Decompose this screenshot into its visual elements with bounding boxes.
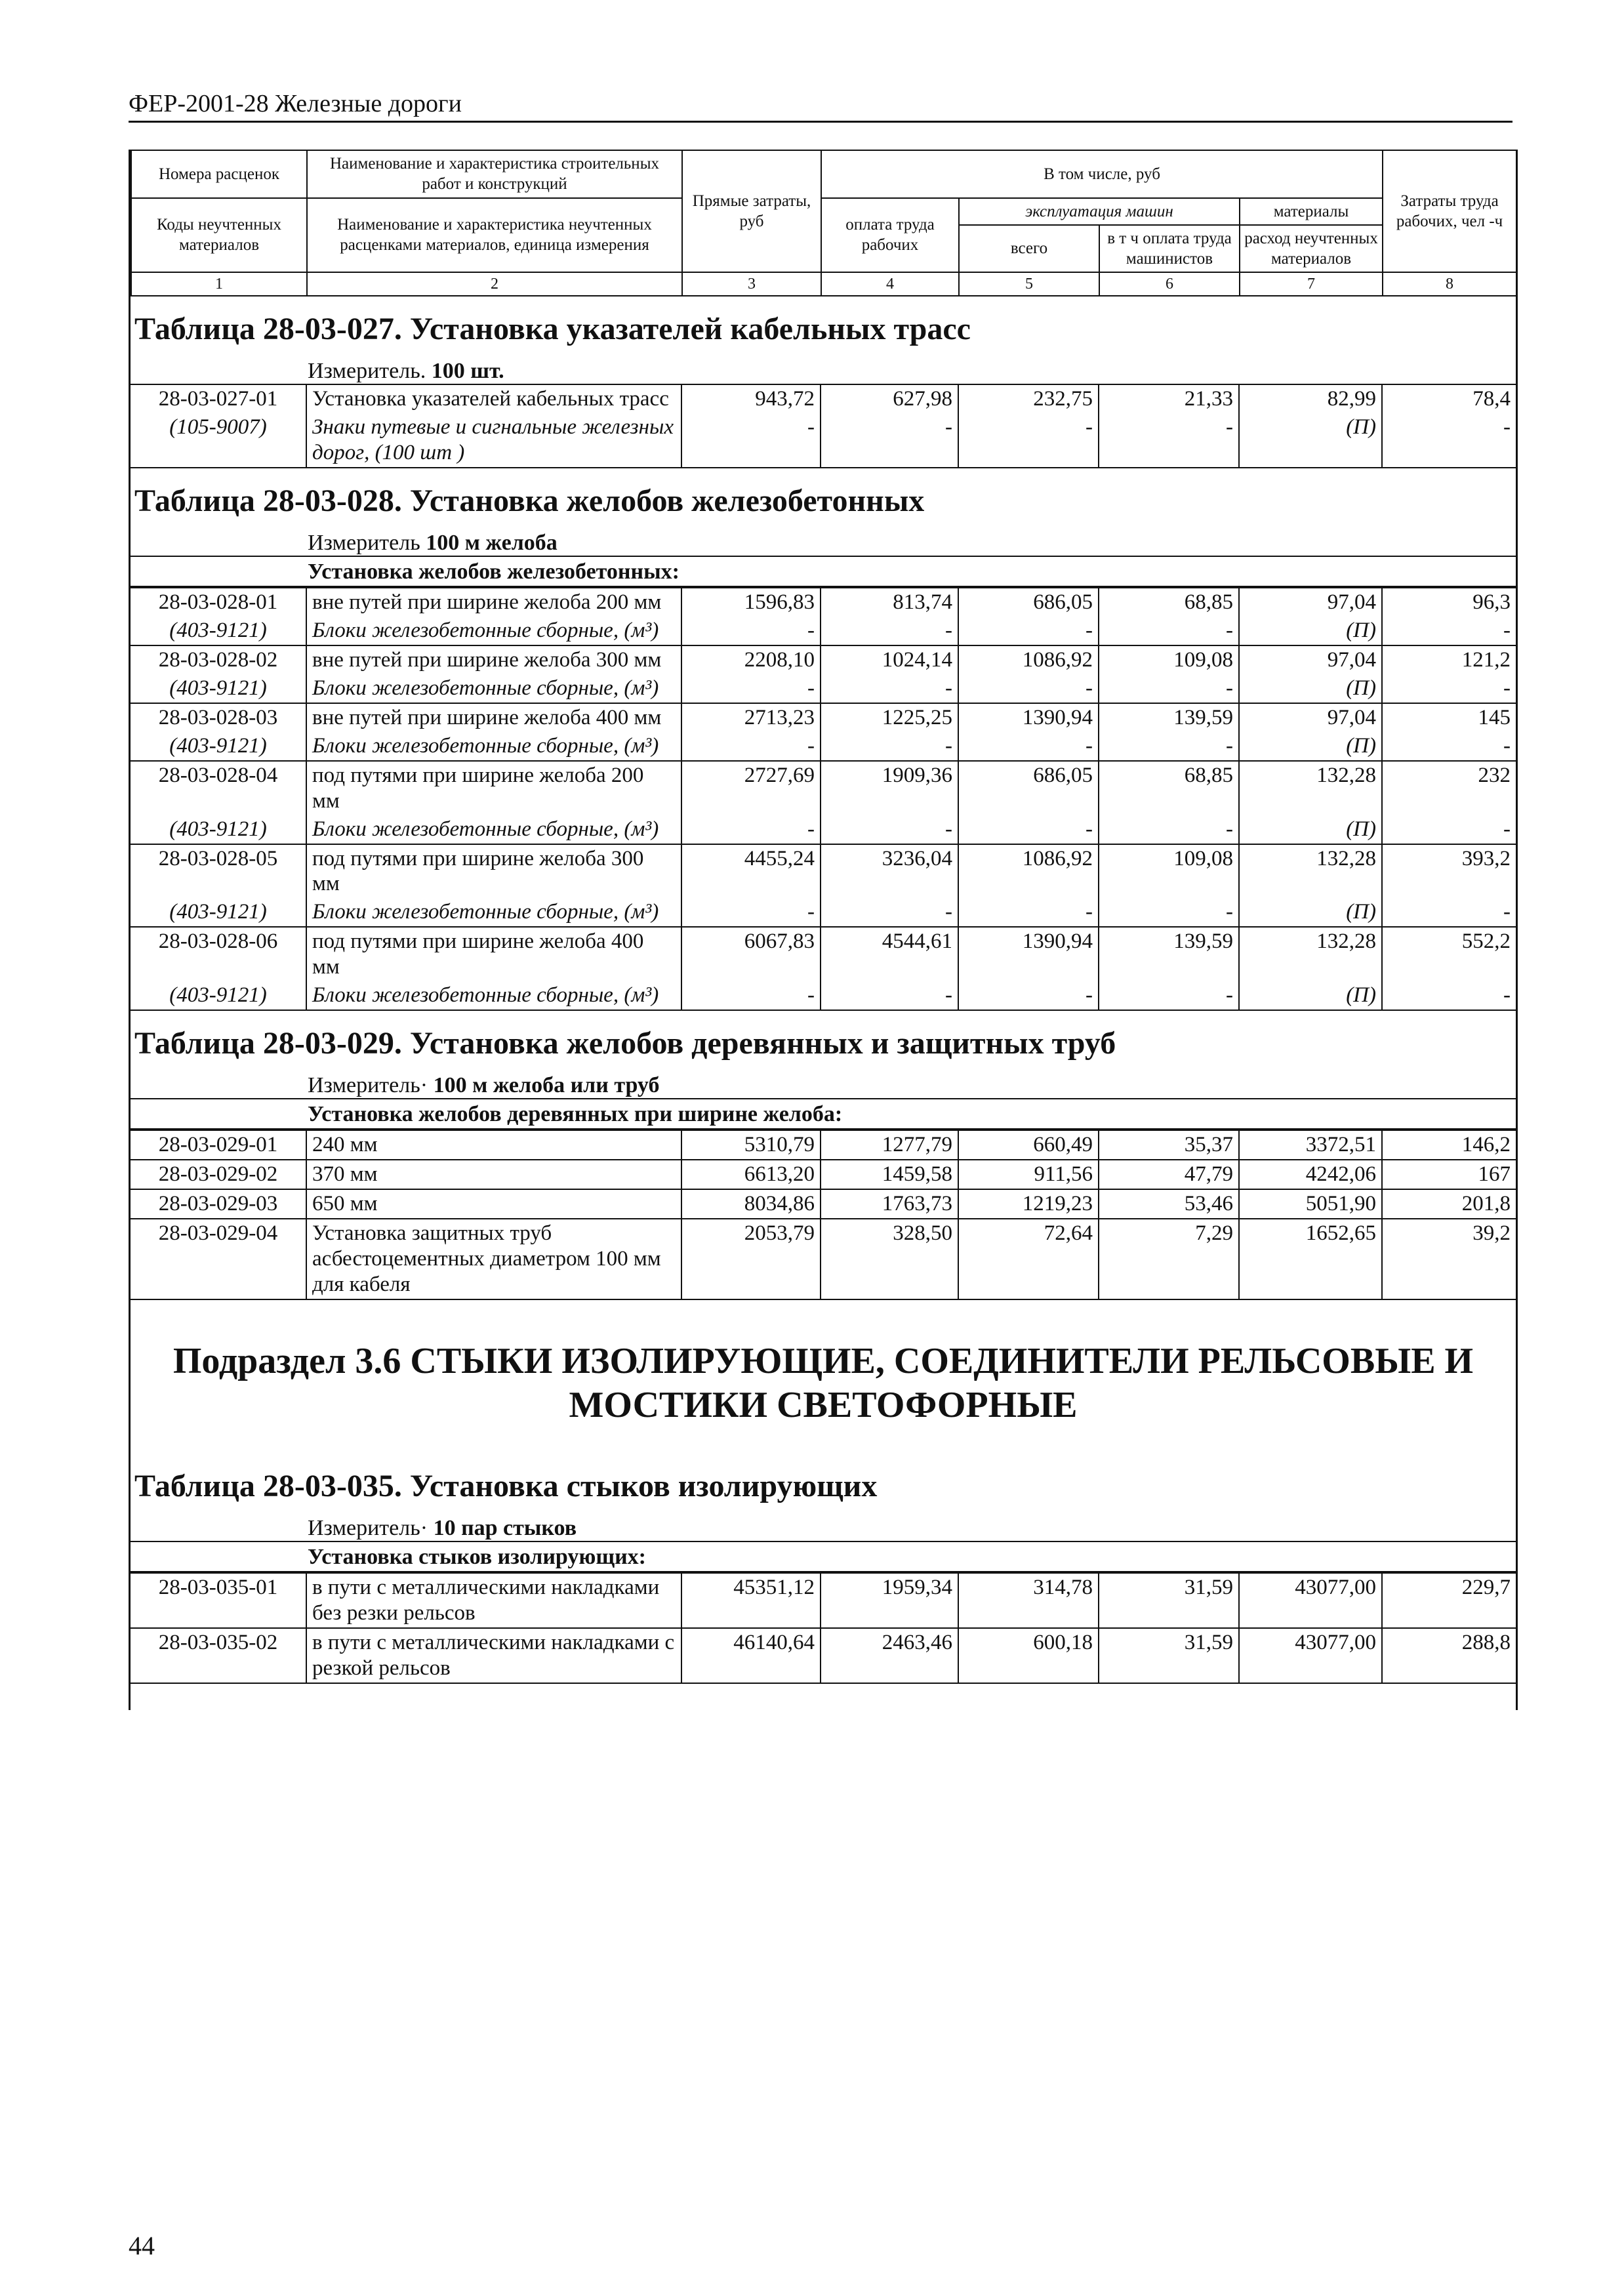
machinist-wages: 35,37 (1099, 1130, 1239, 1160)
machines-total: 686,05 (958, 761, 1099, 815)
rate-row (131, 384, 1516, 413)
rate-row (131, 1130, 1516, 1160)
direct-costs: 1596,83 (681, 588, 821, 617)
machines-total: 1086,92 (958, 645, 1099, 674)
table-subheader: Установка желобов железобетонных: (131, 556, 1516, 587)
unit-value: 100 м желоба (426, 531, 558, 556)
page-number: 44 (129, 2231, 155, 2260)
machines-total: 1219,23 (958, 1189, 1099, 1219)
materials-cost: (П) (1239, 413, 1382, 468)
rate-code: (403-9121) (169, 817, 267, 841)
materials-cost: (П) (1239, 674, 1382, 703)
table-title: Таблица 28-03-035. Установка стыков изолирующих (134, 1469, 878, 1504)
rate-row (131, 703, 1516, 732)
materials-cost: 132,28 (1239, 844, 1382, 899)
work-name: Блоки железобетонные сборные, (м³) (306, 981, 681, 1010)
col-machines-header: эксплуатация машин (959, 198, 1240, 225)
rate-code: (403-9121) (169, 619, 267, 642)
machines-total: 1086,92 (958, 844, 1099, 899)
machines-total: 686,05 (958, 588, 1099, 617)
materials-cost: 82,99 (1239, 384, 1382, 413)
material-row (131, 413, 1516, 468)
rates-table (131, 1130, 1516, 1300)
machines-total: - (958, 898, 1099, 927)
direct-costs: - (681, 732, 821, 761)
rate-code: 28-03-029-01 (131, 1130, 306, 1160)
labor-hours: 167 (1382, 1160, 1516, 1189)
direct-costs: - (681, 674, 821, 703)
worker-wages: 2463,46 (821, 1628, 958, 1683)
direct-costs: 2208,10 (681, 645, 821, 674)
machines-total: 314,78 (958, 1573, 1099, 1628)
machinist-wages: - (1099, 898, 1239, 927)
direct-costs: 2727,69 (681, 761, 821, 815)
rate-row (131, 1573, 1516, 1628)
direct-costs: - (681, 617, 821, 645)
col-materials-header: материалы (1240, 198, 1383, 225)
unit-label: Измеритель. (308, 359, 426, 384)
work-name: в пути с металлическими накладками без резки рельсов (306, 1573, 681, 1628)
direct-costs: 2713,23 (681, 703, 821, 732)
machinist-wages: - (1099, 674, 1239, 703)
unit-line (131, 1504, 1516, 1541)
rate-row (131, 761, 1516, 815)
direct-costs: 45351,12 (681, 1573, 821, 1628)
materials-cost: 97,04 (1239, 588, 1382, 617)
work-name: в пути с металлическими накладками с резкой рельсов (306, 1628, 681, 1683)
rate-code: 28-03-028-01 (131, 588, 306, 617)
direct-costs: 46140,64 (681, 1628, 821, 1683)
direct-costs: - (681, 815, 821, 844)
work-name: под путями при ширине желоба 400 мм (306, 927, 681, 981)
material-row (131, 815, 1516, 844)
machinist-wages: - (1099, 617, 1239, 645)
materials-cost: 97,04 (1239, 703, 1382, 732)
unit-label: Измеритель· (308, 1073, 428, 1098)
col-code-header: Номера расценок (131, 150, 307, 198)
rate-row (131, 1160, 1516, 1189)
direct-costs: 2053,79 (681, 1219, 821, 1299)
direct-costs: 4455,24 (681, 844, 821, 899)
labor-hours: - (1382, 815, 1516, 844)
materials-cost: 43077,00 (1239, 1573, 1382, 1628)
page-header: ФЕР-2001-28 Железные дороги (129, 89, 1512, 123)
col-number: 3 (682, 272, 821, 296)
table-title: Таблица 28-03-028. Установка желобов железобетонных (134, 483, 925, 519)
machinist-wages: 31,59 (1099, 1628, 1239, 1683)
labor-hours: - (1382, 674, 1516, 703)
rate-row (131, 645, 1516, 674)
machines-total: 600,18 (958, 1628, 1099, 1683)
rates-table (131, 1572, 1516, 1684)
unit-label: Измеритель· (308, 1516, 428, 1541)
col-number: 5 (959, 272, 1099, 296)
materials-cost: 132,28 (1239, 761, 1382, 815)
labor-hours: - (1382, 898, 1516, 927)
rate-code: 28-03-029-04 (131, 1219, 306, 1299)
direct-costs: 943,72 (681, 384, 821, 413)
price-sheet (129, 150, 1518, 1710)
col-name-header: Наименование и характеристика строительных работ и конструкций (307, 150, 682, 198)
worker-wages: 1763,73 (821, 1189, 958, 1219)
rate-row (131, 927, 1516, 981)
unit-line (131, 1061, 1516, 1098)
machinist-wages: - (1099, 413, 1239, 468)
rate-code: 28-03-035-02 (131, 1628, 306, 1683)
col-number: 8 (1383, 272, 1516, 296)
materials-cost: 5051,90 (1239, 1189, 1382, 1219)
materials-cost: 1652,65 (1239, 1219, 1382, 1299)
machinist-wages: - (1099, 815, 1239, 844)
direct-costs: 6613,20 (681, 1160, 821, 1189)
col-number: 4 (821, 272, 959, 296)
direct-costs: - (681, 413, 821, 468)
materials-cost: (П) (1239, 732, 1382, 761)
machines-total: - (958, 413, 1099, 468)
work-name: Блоки железобетонные сборные, (м³) (306, 732, 681, 761)
worker-wages: - (821, 413, 958, 468)
work-name: Установка защитных труб асбестоцементных диаметром 100 мм для кабеля (306, 1219, 681, 1299)
rate-row (131, 588, 1516, 617)
col-machinist-wages: в т ч оплата труда машинистов (1099, 225, 1240, 273)
machines-total: 660,49 (958, 1130, 1099, 1160)
worker-wages: - (821, 732, 958, 761)
labor-hours: 96,3 (1382, 588, 1516, 617)
machinist-wages: 53,46 (1099, 1189, 1239, 1219)
work-name: вне путей при ширине желоба 200 мм (306, 588, 681, 617)
materials-cost: 43077,00 (1239, 1628, 1382, 1683)
material-row (131, 981, 1516, 1010)
machines-total: 72,64 (958, 1219, 1099, 1299)
labor-hours: - (1382, 981, 1516, 1010)
table-subheader: Установка желобов деревянных при ширине желоба: (131, 1098, 1516, 1130)
machines-total: 1390,94 (958, 927, 1099, 981)
labor-hours: 201,8 (1382, 1189, 1516, 1219)
labor-hours: - (1382, 617, 1516, 645)
worker-wages: 1909,36 (821, 761, 958, 815)
labor-hours: 288,8 (1382, 1628, 1516, 1683)
labor-hours: 78,4 (1382, 384, 1516, 413)
unit-value: 100 м желоба или труб (433, 1073, 660, 1098)
rates-table (131, 587, 1516, 1011)
labor-hours: 121,2 (1382, 645, 1516, 674)
material-row (131, 617, 1516, 645)
rate-code: 28-03-029-03 (131, 1189, 306, 1219)
machines-total: - (958, 981, 1099, 1010)
materials-cost: 97,04 (1239, 645, 1382, 674)
materials-cost: (П) (1239, 815, 1382, 844)
rate-row (131, 1189, 1516, 1219)
machinist-wages: 139,59 (1099, 703, 1239, 732)
rate-code: (403-9121) (169, 900, 267, 924)
column-header (131, 150, 1517, 296)
machinist-wages: 68,85 (1099, 588, 1239, 617)
labor-hours: 232 (1382, 761, 1516, 815)
work-name: 370 мм (306, 1160, 681, 1189)
work-name: Блоки железобетонные сборные, (м³) (306, 898, 681, 927)
materials-cost: (П) (1239, 898, 1382, 927)
machines-total: 232,75 (958, 384, 1099, 413)
worker-wages: - (821, 674, 958, 703)
labor-hours: 39,2 (1382, 1219, 1516, 1299)
col-number: 7 (1240, 272, 1383, 296)
labor-hours: - (1382, 413, 1516, 468)
worker-wages: 1959,34 (821, 1573, 958, 1628)
worker-wages: 813,74 (821, 588, 958, 617)
worker-wages: 4544,61 (821, 927, 958, 981)
rate-code: 28-03-028-06 (131, 927, 306, 981)
machines-total: - (958, 674, 1099, 703)
machinist-wages: 31,59 (1099, 1573, 1239, 1628)
materials-cost: 3372,51 (1239, 1130, 1382, 1160)
machinist-wages: - (1099, 732, 1239, 761)
machinist-wages: 109,08 (1099, 844, 1239, 899)
rate-code: 28-03-028-03 (131, 703, 306, 732)
section-title: Подраздел 3.6 СТЫКИ ИЗОЛИРУЮЩИЕ, СОЕДИНИТЕЛИ РЕЛЬСОВЫЕ И МОСТИКИ СВЕТОФОРНЫЕ (173, 1340, 1474, 1425)
rate-code: (403-9121) (131, 981, 306, 1010)
work-name: Знаки путевые и сигнальные железных дорог, (100 шт ) (306, 413, 681, 468)
rate-row (131, 1219, 1516, 1299)
machines-total: 911,56 (958, 1160, 1099, 1189)
machines-total: - (958, 732, 1099, 761)
col-material-consumption: расход неучтенных материалов (1240, 225, 1383, 273)
labor-hours: 145 (1382, 703, 1516, 732)
labor-hours: 146,2 (1382, 1130, 1516, 1160)
work-name: Блоки железобетонные сборные, (м³) (306, 617, 681, 645)
labor-hours: 393,2 (1382, 844, 1516, 899)
material-row (131, 898, 1516, 927)
work-name: Блоки железобетонные сборные, (м³) (306, 815, 681, 844)
worker-wages: - (821, 617, 958, 645)
col-number: 1 (131, 272, 307, 296)
machinist-wages: 7,29 (1099, 1219, 1239, 1299)
unit-label: Измеритель (308, 531, 420, 556)
materials-cost: (П) (1239, 981, 1382, 1010)
machinist-wages: - (1099, 981, 1239, 1010)
labor-hours: 552,2 (1382, 927, 1516, 981)
direct-costs: - (681, 898, 821, 927)
unit-line (131, 347, 1516, 384)
material-row (131, 674, 1516, 703)
machinist-wages: 21,33 (1099, 384, 1239, 413)
col-material-code-header: Коды неучтенных материалов (131, 198, 307, 273)
work-name: 240 мм (306, 1130, 681, 1160)
rates-table (131, 384, 1516, 468)
table-title: Таблица 28-03-027. Установка указателей кабельных трасс (134, 312, 971, 347)
work-name: Установка указателей кабельных трасс (306, 384, 681, 413)
table-subheader: Установка стыков изолирующих: (131, 1541, 1516, 1572)
table-title: Таблица 28-03-029. Установка желобов деревянных и защитных труб (134, 1026, 1116, 1061)
labor-hours: 229,7 (1382, 1573, 1516, 1628)
worker-wages: 627,98 (821, 384, 958, 413)
work-name: под путями при ширине желоба 300 мм (306, 844, 681, 899)
unit-value: 100 шт. (431, 359, 504, 384)
rate-code: 28-03-027-01 (131, 384, 306, 413)
direct-costs: 6067,83 (681, 927, 821, 981)
labor-hours: - (1382, 732, 1516, 761)
col-wages: оплата труда рабочих (821, 198, 959, 273)
unit-line (131, 519, 1516, 556)
worker-wages: 1459,58 (821, 1160, 958, 1189)
material-row (131, 732, 1516, 761)
machines-total: - (958, 617, 1099, 645)
rate-row (131, 844, 1516, 899)
work-name: 650 мм (306, 1189, 681, 1219)
machinist-wages: 68,85 (1099, 761, 1239, 815)
unit-value: 10 пар стыков (433, 1516, 577, 1541)
direct-costs: 5310,79 (681, 1130, 821, 1160)
direct-costs: 8034,86 (681, 1189, 821, 1219)
rate-code: 28-03-029-02 (131, 1160, 306, 1189)
rate-code: (403-9121) (169, 733, 267, 758)
machines-total: - (958, 815, 1099, 844)
materials-cost: 4242,06 (1239, 1160, 1382, 1189)
rate-code: (105-9007) (131, 413, 306, 468)
col-direct-costs: Прямые затраты, руб (682, 150, 821, 272)
work-name: вне путей при ширине желоба 300 мм (306, 645, 681, 674)
rate-code: 28-03-028-02 (131, 645, 306, 674)
direct-costs: - (681, 981, 821, 1010)
work-name: под путями при ширине желоба 200 мм (306, 761, 681, 815)
work-name: Блоки железобетонные сборные, (м³) (306, 674, 681, 703)
worker-wages: 328,50 (821, 1219, 958, 1299)
worker-wages: 3236,04 (821, 844, 958, 899)
machines-total: 1390,94 (958, 703, 1099, 732)
col-number: 2 (307, 272, 682, 296)
machinist-wages: 139,59 (1099, 927, 1239, 981)
col-labor-hours: Затраты труда рабочих, чел -ч (1383, 150, 1516, 272)
rate-row (131, 1628, 1516, 1683)
machinist-wages: 109,08 (1099, 645, 1239, 674)
worker-wages: - (821, 815, 958, 844)
materials-cost: (П) (1239, 617, 1382, 645)
rate-code: 28-03-035-01 (131, 1573, 306, 1628)
col-number: 6 (1099, 272, 1240, 296)
rate-code: 28-03-028-04 (131, 761, 306, 815)
rate-code: (403-9121) (169, 676, 267, 700)
worker-wages: 1277,79 (821, 1130, 958, 1160)
machinist-wages: 47,79 (1099, 1160, 1239, 1189)
worker-wages: 1024,14 (821, 645, 958, 674)
col-material-name-header: Наименование и характеристика неучтенных расценками материалов, единица измерения (307, 198, 682, 273)
col-incl-header: В том числе, руб (821, 150, 1383, 198)
col-machines-total: всего (959, 225, 1099, 273)
worker-wages: 1225,25 (821, 703, 958, 732)
rate-code: 28-03-028-05 (131, 844, 306, 899)
worker-wages: - (821, 898, 958, 927)
worker-wages: - (821, 981, 958, 1010)
materials-cost: 132,28 (1239, 927, 1382, 981)
work-name: вне путей при ширине желоба 400 мм (306, 703, 681, 732)
